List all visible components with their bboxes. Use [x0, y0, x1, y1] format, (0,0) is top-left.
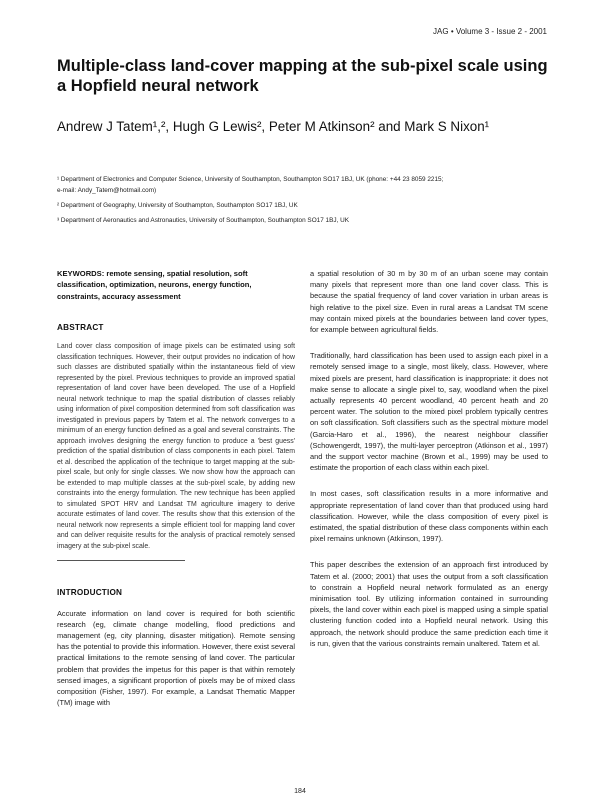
affiliation-1: ¹ Department of Electronics and Computer Science, University of Southampton, Southampton SO17 1BJ, UK (phone: +44 23 8059 2215;	[57, 176, 444, 183]
keywords: KEYWORDS: remote sensing, spatial resolution, soft classification, optimization, neurons, energy function, constraints, accuracy assessment	[57, 269, 252, 301]
abstract-heading: ABSTRACT	[57, 323, 104, 333]
affiliation-1-email: e-mail: Andy_Tatem@hotmail.com)	[57, 187, 157, 194]
paper-title: Multiple-class land-cover mapping at the sub-pixel scale using a Hopfield neural network	[57, 57, 548, 95]
body-paragraph: This paper describes the extension of an approach first introduced by Tatem et al. (2000; 2001) that uses the output from a soft classification to constrain a Hopfield neural network formulated as an energy minimisation tool. By utilizing information contained in surrounding pixels, the land cover within each pixel is mapped using a simple spatial clustering function coded into a Hopfield neural network. Using this approach, the network should produce the same prediction each time it is run, given that the various constraints remain unaltered. Tatem et al.	[310, 560, 548, 648]
abstract-divider	[57, 560, 185, 561]
author-list: Andrew J Tatem¹,², Hugh G Lewis², Peter M Atkinson² and Mark S Nixon¹	[57, 119, 490, 134]
page-number: 184	[294, 788, 306, 795]
affiliation-2: ² Department of Geography, University of Southampton, Southampton SO17 1BJ, UK	[57, 202, 298, 209]
affiliation-3: ³ Department of Aeronautics and Astronautics, University of Southampton, Southampton SO17 1BJ, UK	[57, 217, 349, 224]
abstract-text: Land cover class composition of image pixels can be estimated using soft classification techniques. However, their output provides no indication of how such classes are distributed spatially within the instantaneous field of view represented by the pixel. Previous techniques to provide an improved spatial representation of land cover have been developed. The use of a Hopfield neural network technique to map the spatial distribution of classes reliably using information of pixel composition determined from soft classification was investigated in previous papers by Tatem et al. The network converges to a minimum of an energy function defined as a goal and several constraints. The approach involves designing the energy function to produce a 'best guess' prediction of the spatial distribution of class components in each pixel. Tatem et al. described the application of the technique to target mapping at the sub-pixel scale, but only for single classes. We now show how the approach can be extended to map multiple classes at the sub-pixel scale, by adding new constraints into the energy formulation. The new technique has been applied to simulated SPOT HRV and Landsat TM agriculture imagery to derive accurate estimates of land cover. The results show that this extension of the neural network now represents a simple efficient tool for mapping land cover and can deliver requisite results for the analysis of practical remotely sensed imagery at the sub-pixel scale.	[57, 343, 295, 550]
introduction-heading: INTRODUCTION	[57, 588, 123, 598]
introduction-text: Accurate information on land cover is required for both scientific research (eg, climate change modelling, flood predictions and management (eg, city planning, disaster mitigation). Remote sensing has the potential to provide this information. However, there exist several practical limitations to the remote sensing of land cover. The particular problem that provides the impetus for this paper is that within remotely sensed images, a significant proportion of pixels may be of mixed class composition (Fisher, 1997). For example, a Landsat Thematic Mapper (TM) image with	[57, 608, 295, 708]
journal-header: JAG • Volume 3 - Issue 2 - 2001	[433, 27, 547, 36]
affiliations	[57, 174, 567, 226]
body-paragraph: In most cases, soft classification results in a more informative and appropriate representation of land cover than that produced using hard classification. However, while the class composition of every pixel is estimated, the spatial distribution of these class components within each pixel remains unknown (Atkinson, 1997).	[310, 489, 548, 544]
right-column	[310, 268, 548, 649]
body-paragraph: a spatial resolution of 30 m by 30 m of an urban scene may contain many pixels that represent more than one land cover class. This is because the spatial frequency of land cover variation in urban areas is high relative to the pixel size. Even in rural areas a Landsat TM scene may contain mixed pixels at the boundaries between land cover types, for example between agricultural fields.	[310, 269, 548, 335]
body-paragraph: Traditionally, hard classification has been used to assign each pixel in a remotely sensed image to a single, most likely, class. However, where mixed pixels are present, hard classification is inappropriate: it does not make sense to allocate a single pixel to, say, woodland when the pixel actually represents 40 percent woodland, 40 percent heath and 20 percent water. The solution to the mixed pixel problem typically centres on soft classification. Soft classifiers such as the spectral mixture model (Garcia-Haro et al., 1996), the nearest neighbour classifier (Schowengerdt, 1997), the multi-layer perceptron (Atkinson et al., 1997) and the support vector machine (Brown et al., 1999) may be used to estimate the proportion of each class within each pixel.	[310, 351, 548, 473]
left-column	[57, 268, 295, 708]
